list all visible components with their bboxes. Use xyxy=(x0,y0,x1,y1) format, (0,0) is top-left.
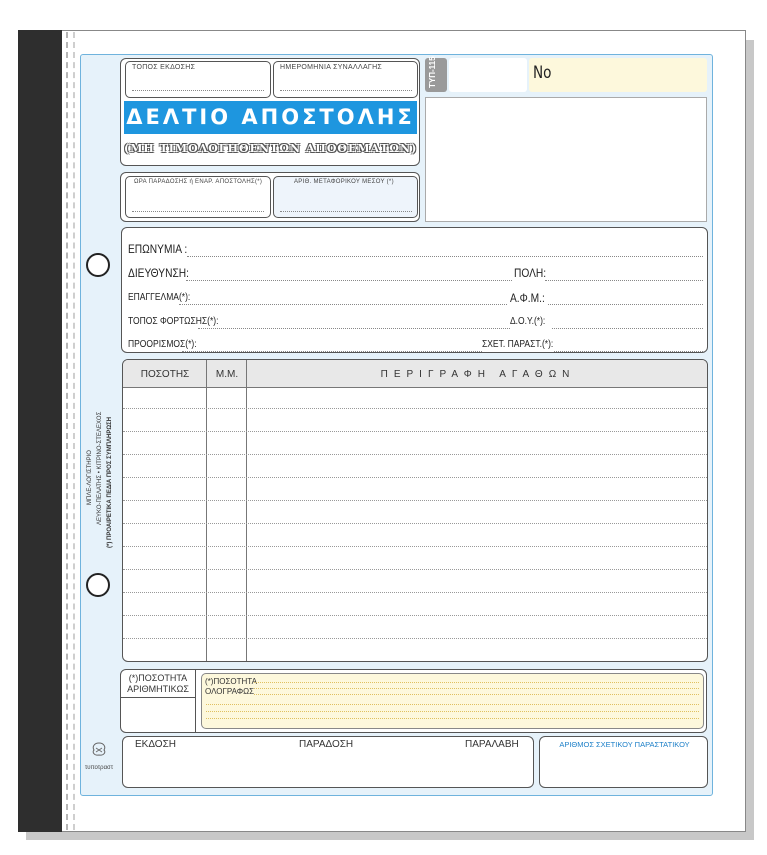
table-row xyxy=(123,592,708,593)
delivery-time-line xyxy=(132,211,264,212)
loading-place-line[interactable] xyxy=(198,328,510,329)
qty-words-line xyxy=(254,682,699,683)
signature-field[interactable] xyxy=(122,736,534,788)
qty-words-label-1: (*)ΠΟΣΟΤΗΤΑ xyxy=(205,677,257,686)
vehicle-field[interactable] xyxy=(273,176,418,218)
tax-office-line[interactable] xyxy=(552,328,703,329)
signature-delivery: ΠΑΡΑΔΟΣΗ xyxy=(299,739,354,750)
city-line[interactable] xyxy=(545,280,703,281)
customer-name-label: ΕΠΩΝΥΜΙΑ : xyxy=(128,242,188,256)
loading-place-label: ΤΟΠΟΣ ΦΟΡΤΩΣΗΣ(*): xyxy=(128,316,219,327)
table-rows[interactable] xyxy=(123,388,708,662)
address-label: ΔΙΕΥΘΥΝΣΗ: xyxy=(128,266,189,280)
perforation-line-inner xyxy=(73,32,75,830)
col-quantity: ΠΟΣΟΤΗΣ xyxy=(140,369,190,380)
number-field[interactable] xyxy=(529,58,707,92)
table-row xyxy=(123,500,708,501)
document-title: ΔΕΛΤΙΟ ΑΠΟΣΤΟΛΗΣ xyxy=(124,101,417,134)
table-row xyxy=(123,546,708,547)
customer-block xyxy=(121,227,708,353)
binding-spine xyxy=(18,30,62,832)
related-doc-number-field[interactable] xyxy=(539,736,708,788)
table-row xyxy=(123,638,708,639)
related-doc-label: ΣΧΕΤ. ΠΑΡΑΣΤ.(*): xyxy=(482,339,554,350)
date-field[interactable] xyxy=(273,61,418,98)
vat-label: Α.Φ.Μ.: xyxy=(510,291,545,305)
table-row xyxy=(123,431,708,432)
qty-numeric-label-2: ΑΡΙΘΜΗΤΙΚΩΣ xyxy=(127,684,189,694)
qty-words-field[interactable] xyxy=(201,673,704,729)
series-field[interactable] xyxy=(449,58,527,92)
table-row xyxy=(123,477,708,478)
destination-label: ΠΡΟΟΡΙΣΜΟΣ(*): xyxy=(128,339,197,350)
qty-numeric-divider xyxy=(120,697,196,698)
place-label: ΤΟΠΟΣ ΕΚΔΟΣΗΣ xyxy=(132,64,196,71)
qty-numeric-label-1: (*)ΠΟΣΟΤΗΤΑ xyxy=(128,673,188,683)
goods-table xyxy=(122,359,708,662)
date-label: ΗΜΕΡΟΜΗΝΙΑ ΣΥΝΑΛΛΑΓΗΣ xyxy=(280,64,383,71)
side-note-2: ΛΕΥΚΟ-ΠΕΛΑΤΗΣ • ΚΙΤΡΙΝΟ-ΣΤΕΛΕΧΟΣ xyxy=(97,411,103,525)
qty-words-line xyxy=(206,704,699,705)
destination-line[interactable] xyxy=(182,351,482,352)
address-line[interactable] xyxy=(186,280,512,281)
issuer-stamp-area xyxy=(425,97,707,222)
place-line xyxy=(132,90,264,91)
delivery-time-field[interactable] xyxy=(125,176,271,218)
qty-words-label-2: ΟΛΟΓΡΑΦΩΣ xyxy=(205,687,255,696)
col-description: ΠΕΡΙΓΡΑΦΗ ΑΓΑΘΩΝ xyxy=(380,369,576,380)
vehicle-line xyxy=(280,211,412,212)
table-row xyxy=(123,569,708,570)
number-label: No xyxy=(533,63,552,83)
profession-line[interactable] xyxy=(179,304,507,305)
tax-office-label: Δ.Ο.Υ.(*): xyxy=(510,316,546,327)
delivery-time-label: ΩΡΑ ΠΑΡΑΔΟΣΗΣ ή ΕΝΑΡ. ΑΠΟΣΤΟΛΗΣ(*) xyxy=(134,179,263,185)
document-subtitle: (ΜΗ ΤΙΜΟΛΟΓΗΘΕΝΤΩΝ ΑΠΟΘΕΜΑΤΩΝ) xyxy=(124,142,418,155)
date-line xyxy=(280,90,412,91)
perforation-line xyxy=(66,32,68,830)
table-row xyxy=(123,408,708,409)
qty-words-line xyxy=(206,711,699,712)
related-doc-number-label: ΑΡΙΘΜΟΣ ΣΧΕΤΙΚΟΥ ΠΑΡΑΣΤΑΤΙΚΟΥ xyxy=(559,740,690,749)
table-row xyxy=(123,523,708,524)
brand-name: τυποτραστ xyxy=(84,765,114,771)
vat-line[interactable] xyxy=(548,304,703,305)
related-doc-line[interactable] xyxy=(554,351,703,352)
brand-logo xyxy=(84,740,114,770)
brand-logo-icon xyxy=(84,740,114,760)
place-field[interactable] xyxy=(125,61,271,98)
qty-numeric-field[interactable] xyxy=(120,669,196,733)
profession-label: ΕΠΑΓΓΕΛΜΑ(*): xyxy=(128,292,191,303)
table-row xyxy=(123,454,708,455)
binding-hole-bottom xyxy=(86,573,110,597)
qty-words-line xyxy=(206,718,699,719)
signature-receipt: ΠΑΡΑΛΑΒΗ xyxy=(465,739,519,750)
city-label: ΠΟΛΗ: xyxy=(514,266,547,280)
qty-words-labels xyxy=(205,677,257,697)
qty-numeric-labels xyxy=(120,673,196,695)
qty-words-line xyxy=(254,694,699,695)
binding-hole-top xyxy=(86,253,110,277)
side-note-1: ΜΠΛΕ-ΛΟΓΙΣΤΗΡΙΟ xyxy=(87,450,93,505)
signature-issue: ΕΚΔΟΣΗ xyxy=(135,739,176,750)
table-row xyxy=(123,615,708,616)
col-unit: Μ.Μ. xyxy=(215,369,239,380)
code-tab xyxy=(425,58,447,92)
side-note-3: (*) ΠΡΟΑΙΡΕΤΙΚΑ ΠΕΔΙΑ ΠΡΟΣ ΣΥΜΠΛΗΡΩΣΗ xyxy=(107,416,113,548)
vehicle-label: ΑΡΙΘ. ΜΕΤΑΦΟΡΙΚΟΥ ΜΕΣΟΥ (*) xyxy=(294,179,394,185)
customer-name-line[interactable] xyxy=(187,256,703,257)
form-code: ΤΥΠ-115 xyxy=(428,56,437,88)
qty-words-line xyxy=(254,688,699,689)
